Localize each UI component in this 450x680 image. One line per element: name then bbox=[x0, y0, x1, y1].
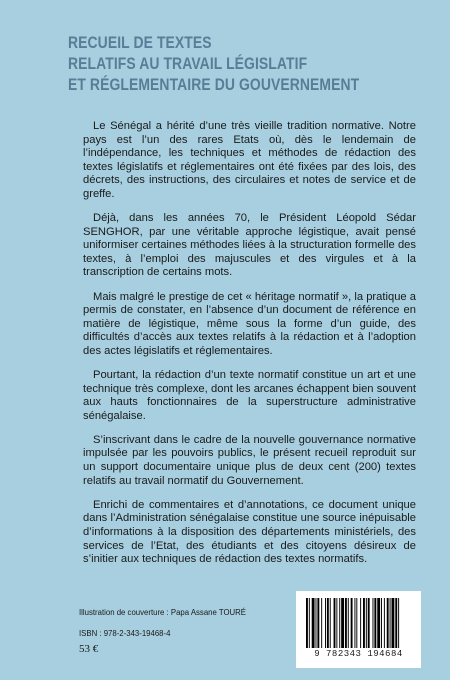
paragraph: Pourtant, la rédaction d’un texte normatif constitue un art et une technique très complexe, dont les arcanes échappent bien souvent aux hauts fonctionnaires de la superstructure administrative sénégalaise. bbox=[83, 369, 416, 422]
paragraph: Déjà, dans les années 70, le Président Léopold Sédar SENGHOR, par une véritable approche légistique, avait pensé uniformiser certaines méthodes liées à la structuration formelle des textes, à l’emploi des majuscules et des virgules et à la transcription de certains mots. bbox=[83, 212, 416, 279]
title-line-3: ET RÉGLEMENTAIRE DU GOUVERNEMENT bbox=[68, 75, 360, 94]
barcode-digits: 9 782343 194684 bbox=[314, 649, 403, 659]
isbn: ISBN : 978-2-343-19468-4 bbox=[79, 629, 171, 638]
cover-illustration-credit: Illustration de couverture : Papa Assane TOURÉ bbox=[79, 608, 247, 617]
paragraph: Mais malgré le prestige de cet « héritage normatif », la pratique a permis de constater, en l’absence d’un document de référence en matière de légistique, même sous la forme d’un guide, des difficultés d’accès aux textes relatifs à la rédaction et à l’adoption des actes législatifs et réglementaires. bbox=[83, 290, 416, 357]
blurb-text bbox=[83, 120, 416, 577]
title-line-2: RELATIFS AU TRAVAIL LÉGISLATIF bbox=[68, 54, 308, 73]
paragraph: Enrichi de commentaires et d’annotations, ce document unique dans l’Administration sénégalaise constitue une source inépuisable d’informations à la disposition des départements ministériels, des services de l’Etat, des étudiants et des citoyens désireux de s’initier aux techniques de rédaction des textes normatifs. bbox=[83, 498, 416, 566]
book-title bbox=[68, 32, 360, 95]
price: 53 € bbox=[79, 643, 99, 655]
paragraph: Le Sénégal a hérité d’une très vieille tradition normative. Notre pays est l’un des rares Etats où, dès le lendemain de l’indépendance, les techniques et méthodes de rédaction des textes législatifs et réglementaires ont été fixées par des lois, des décrets, des instructions, des circulaires et notes de service et de greffe. bbox=[83, 120, 416, 200]
barcode-bars bbox=[302, 598, 415, 648]
barcode bbox=[296, 591, 421, 668]
title-line-1: RECUEIL DE TEXTES bbox=[68, 33, 212, 52]
paragraph: S’inscrivant dans le cadre de la nouvelle gouvernance normative impulsée par les pouvoirs publics, le présent recueil reproduit sur un support documentaire unique plus de deux cent (200) textes relatifs au travail normatif du Gouvernement. bbox=[83, 433, 416, 487]
